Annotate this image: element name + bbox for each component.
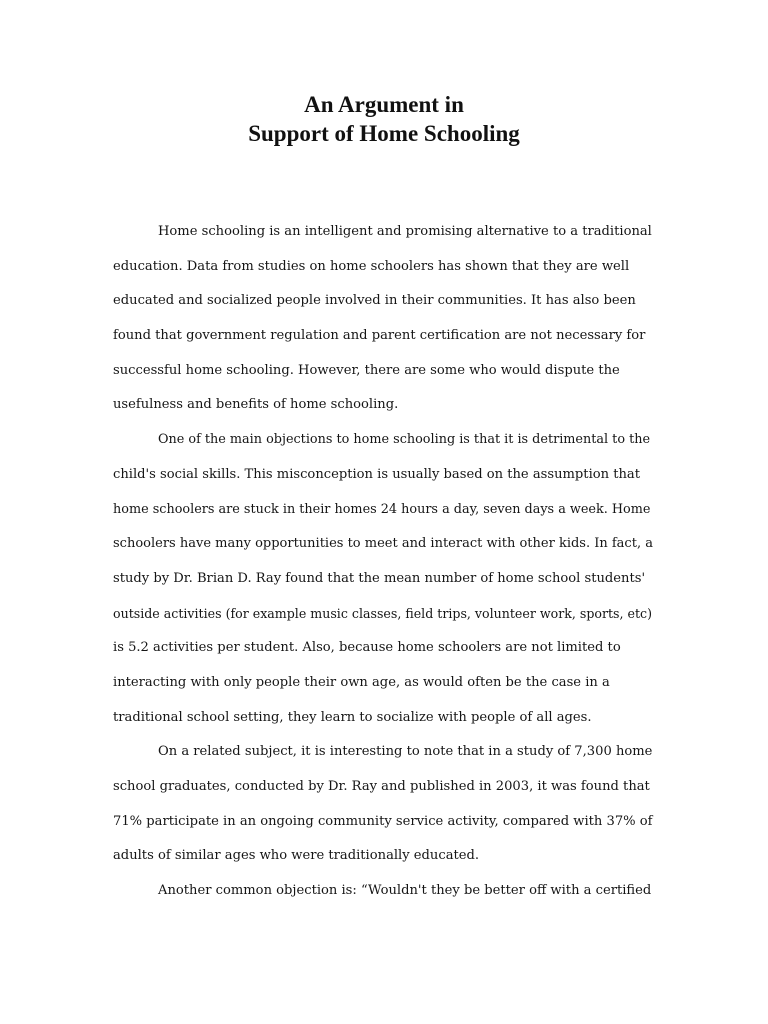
- text-line: is 5.2 activities per student. Also, because home schoolers are not limited to: [113, 640, 621, 656]
- text-line: interacting with only people their own age, as would often be the case in a: [113, 674, 610, 690]
- document-title: [0, 90, 768, 148]
- text-line: school graduates, conducted by Dr. Ray and published in 2003, it was found that: [113, 779, 650, 794]
- text-line: found that government regulation and parent certification are not necessary for: [113, 328, 646, 344]
- text-line: Another common objection is: “Wouldn't they be better off with a certified: [158, 883, 652, 899]
- document-body: [113, 219, 653, 913]
- text-line: Home schooling is an intelligent and promising alternative to a traditional: [158, 224, 652, 239]
- text-line: child's social skills. This misconception is usually based on the assumption that: [113, 466, 640, 482]
- text-line: education. Data from studies on home schoolers has shown that they are well: [113, 258, 630, 274]
- text-line: schoolers have many opportunities to meet and interact with other kids. In fact, a: [113, 536, 653, 552]
- text-line: educated and socialized people involved in their communities. It has also been: [113, 293, 636, 309]
- text-line: home schoolers are stuck in their homes 24 hours a day, seven days a week. Home: [113, 501, 651, 517]
- title-line-1: An Argument in: [304, 92, 464, 117]
- text-line: traditional school setting, they learn to socialize with people of all ages.: [113, 709, 592, 725]
- text-line: One of the main objections to home schooling is that it is detrimental to the: [158, 432, 651, 448]
- text-line: study by Dr. Brian D. Ray found that the mean number of home school students': [113, 570, 646, 586]
- text-line: adults of similar ages who were traditionally educated.: [113, 848, 480, 864]
- text-line: usefulness and benefits of home schooling.: [113, 397, 399, 413]
- text-line: On a related subject, it is interesting to note that in a study of 7,300 home: [158, 744, 653, 760]
- text-line: 71% participate in an ongoing community service activity, compared with 37% of: [113, 813, 653, 829]
- text-line: outside activities (for example music classes, field trips, volunteer work, sports, etc): [113, 605, 653, 621]
- text-line: successful home schooling. However, there are some who would dispute the: [113, 362, 620, 378]
- title-line-2: Support of Home Schooling: [248, 121, 520, 146]
